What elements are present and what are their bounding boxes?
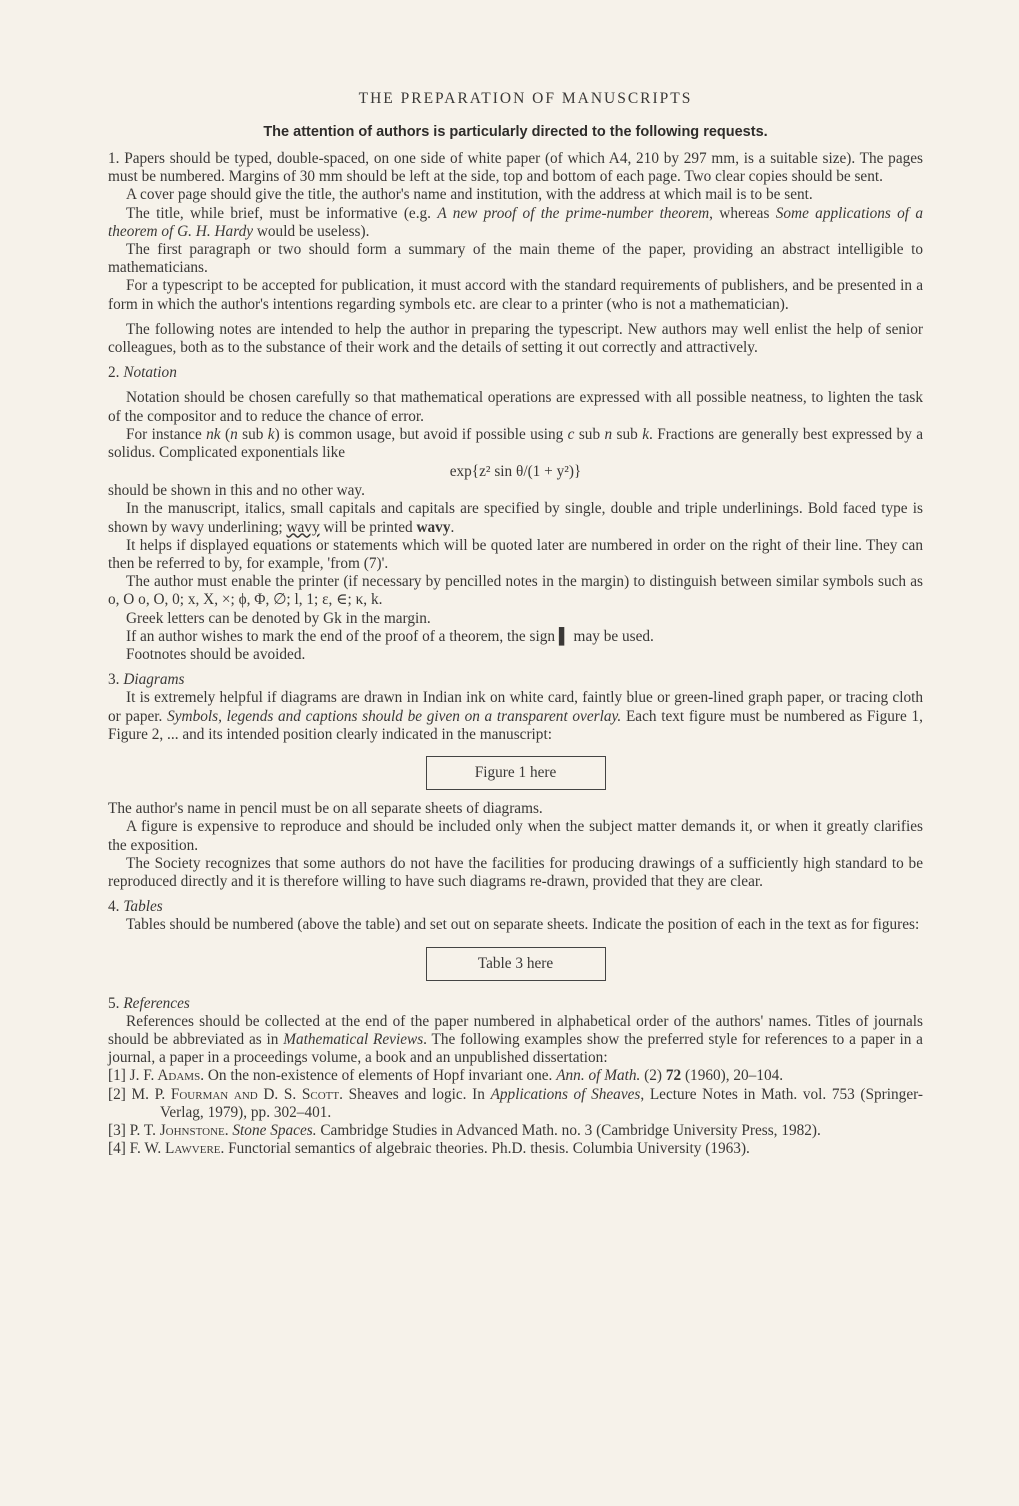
s2-paragraph-2 <box>108 426 923 462</box>
page-title: THE PREPARATION OF MANUSCRIPTS <box>358 90 693 107</box>
section-3-heading <box>108 671 923 689</box>
text: sub <box>242 425 264 443</box>
s3-paragraph-2: The author's name in pencil must be on all separate sheets of diagrams. <box>108 800 543 818</box>
bold-text: 72 <box>665 1067 682 1085</box>
text: . The following examples show the preferred style for references to a paper in a journal, a paper in a proceedings volume, a book and an unpublished dissertation: <box>108 1030 923 1067</box>
reference-item <box>108 1140 923 1158</box>
math: c <box>567 425 575 443</box>
section-4-heading <box>108 898 923 916</box>
page-subtitle: The attention of authors is particularly directed to the following requests. <box>263 124 768 140</box>
text: will be printed <box>323 518 413 536</box>
text: would be useless). <box>256 222 370 240</box>
italic-text: Stone Spaces. <box>232 1121 317 1139</box>
text: (1960), 20–104. <box>684 1067 784 1085</box>
text: References should be collected at the end of the paper numbered in alphabetical order of the authors' names. Titles of journals should be abbreviated as in <box>108 1012 923 1048</box>
s1-paragraph-1: 1. Papers should be typed, double-spaced, on one side of white paper (of which A4, 210 by 297 mm, is a suitable size). The pages must be numbered. Margins of 30 mm should be left at the side, top and bottom of each page. Two clear copies should be sent. <box>108 150 923 186</box>
text: , Lecture Notes in Math. vol. 753 (Springer-Verlag, 1979), pp. 302–401. <box>160 1085 923 1121</box>
section-title: Diagrams <box>123 671 185 689</box>
wavy-underlined-text: wavy <box>286 518 320 536</box>
italic-text: A new proof of the prime-number theorem <box>437 204 710 222</box>
s1-paragraph-3 <box>108 205 923 241</box>
italic-text: Some applications of a theorem of G. H. Hardy <box>108 204 923 240</box>
s2-paragraph-3: should be shown in this and no other way. <box>108 482 365 500</box>
s2-paragraph-7: Greek letters can be denoted by Gk in the margin. <box>126 609 431 627</box>
text: , whereas <box>709 204 770 222</box>
section-2-heading <box>108 364 923 382</box>
reference-author: J. F. Adams. <box>129 1067 205 1085</box>
end-of-proof-sign: ▌ <box>558 627 570 645</box>
s2-paragraph-8 <box>108 628 923 646</box>
reference-item <box>108 1122 923 1140</box>
section-number: 2. <box>108 364 120 382</box>
text: sub <box>616 425 638 443</box>
math: k <box>267 425 275 443</box>
math: k <box>642 425 649 443</box>
text: The title, while brief, must be informative (e.g. <box>126 204 431 222</box>
section-5-heading <box>108 995 923 1013</box>
display-equation: exp{z² sin θ/(1 + y²)} <box>449 463 582 481</box>
s2-paragraph-1: Notation should be chosen carefully so that mathematical operations are expressed with all possible neatness, to lighten the task of the compositor and to reduce the chance of error. <box>108 389 923 425</box>
italic-text: Applications of Sheaves <box>490 1085 641 1103</box>
s2-paragraph-4 <box>108 500 923 536</box>
s5-paragraph-1 <box>108 1013 923 1068</box>
reference-tag: [3] <box>108 1121 126 1139</box>
text: It is extremely helpful if diagrams are drawn in Indian ink on white card, faintly blue or green-lined graph paper, or tracing cloth or paper. <box>108 689 923 725</box>
bold-text: wavy <box>416 518 451 536</box>
s1-paragraph-5: For a typescript to be accepted for publication, it must accord with the standard requirements of publishers, and be presented in a form in which the author's intentions regarding symbols etc. are clear to a printer (who is not a mathematician). <box>108 277 923 313</box>
reference-tag: [1] <box>108 1067 126 1085</box>
math: nk <box>206 425 221 443</box>
text: Functorial semantics of algebraic theories. Ph.D. thesis. Columbia University (1963). <box>228 1140 750 1158</box>
text: For instance <box>126 425 202 443</box>
table-placeholder-box: Table 3 here <box>426 947 606 981</box>
math: n <box>604 425 613 443</box>
italic-text: Symbols, legends and captions should be given on a transparent overlay. <box>167 707 622 725</box>
text: Sheaves and logic. In <box>348 1085 485 1103</box>
reference-item <box>108 1067 923 1085</box>
reference-list <box>108 1067 923 1158</box>
s1-paragraph-2: A cover page should give the title, the author's name and institution, with the address at which mail is to be sent. <box>126 186 813 204</box>
reference-author: M. P. Fourman and D. S. Scott. <box>131 1085 343 1103</box>
reference-tag: [4] <box>108 1140 126 1158</box>
text: sub <box>578 425 601 443</box>
reference-tag: [2] <box>108 1085 126 1103</box>
s3-paragraph-1 <box>108 689 923 744</box>
text: ( <box>224 425 231 443</box>
s2-paragraph-5: It helps if displayed equations or statements which will be quoted later are numbered in order on the right of their line. They can then be referred to by, for example, 'from (7)'. <box>108 536 923 573</box>
s1-paragraph-4: The first paragraph or two should form a summary of the main theme of the paper, providing an abstract intelligible to mathematicians. <box>108 241 923 277</box>
text: Cambridge Studies in Advanced Math. no. 3 (Cambridge University Press, 1982). <box>320 1121 821 1139</box>
s3-paragraph-4: The Society recognizes that some authors do not have the facilities for producing drawings of a sufficiently high standard to be reproduced directly and it is therefore willing to have such diagrams re-drawn, provided that they are clear. <box>108 854 923 890</box>
text: may be used. <box>573 627 654 645</box>
math: n <box>230 425 238 443</box>
reference-item <box>108 1086 923 1122</box>
s4-paragraph-1: Tables should be numbered (above the table) and set out on separate sheets. Indicate the position of each in the text as for figures: <box>126 916 920 934</box>
reference-author: F. W. Lawvere. <box>129 1140 225 1158</box>
section-number: 5. <box>108 994 120 1012</box>
s2-paragraph-9: Footnotes should be avoided. <box>126 646 306 664</box>
section-title: References <box>123 994 190 1012</box>
italic-text: Mathematical Reviews <box>283 1030 424 1048</box>
text: In the manuscript, italics, small capitals and capitals are specified by single, double and triple underlinings. Bold faced type is shown by wavy underlining; <box>108 500 923 536</box>
figure-placeholder-box: Figure 1 here <box>426 756 606 790</box>
section-title: Tables <box>123 898 163 916</box>
section-number: 3. <box>108 671 120 689</box>
text: Each text figure must be numbered as Figure 1, Figure 2, ... and its intended position clearly indicated in the manuscript: <box>108 707 923 743</box>
text: If an author wishes to mark the end of the proof of a theorem, the sign <box>126 627 556 645</box>
italic-text: Ann. of Math. <box>556 1067 641 1085</box>
section-number: 4. <box>108 898 120 916</box>
text: On the non-existence of elements of Hopf invariant one. <box>207 1067 553 1085</box>
s1-paragraph-6: The following notes are intended to help the author in preparing the typescript. New authors may well enlist the help of senior colleagues, both as to the substance of their work and the details of setting it out correctly and attractively. <box>108 320 923 357</box>
text: . <box>450 518 455 536</box>
s2-paragraph-6: The author must enable the printer (if necessary by pencilled notes in the margin) to distinguish between similar symbols such as o, O o, O, 0; x, X, ×; ϕ, Φ, ∅; l, 1; ε, ∈; κ, k. <box>108 573 923 609</box>
text: (2) <box>644 1067 662 1085</box>
text: . Fractions are generally best expressed by a solidus. Complicated exponentials like <box>108 425 924 462</box>
reference-author: P. T. Johnstone. <box>129 1121 229 1139</box>
section-title: Notation <box>123 364 177 382</box>
text: ) is common usage, but avoid if possible using <box>274 425 564 443</box>
s3-paragraph-3: A figure is expensive to reproduce and should be included only when the subject matter demands it, or when it greatly clarifies the exposition. <box>108 818 923 854</box>
